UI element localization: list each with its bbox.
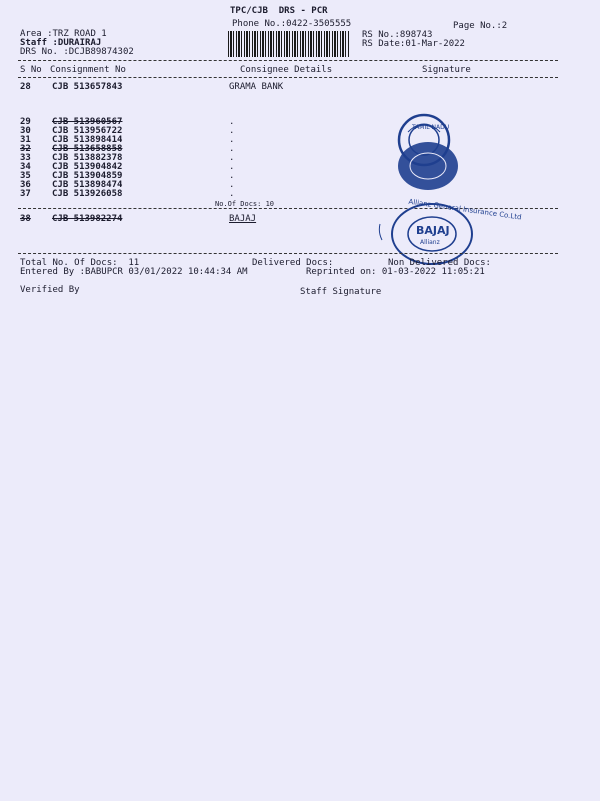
row-consignment: CJB 513956722 <box>52 126 123 136</box>
stamp-text: TAMIL NADU <box>412 124 450 131</box>
rs-date: RS Date:01-Mar-2022 <box>362 39 465 49</box>
row-consignment: CJB 513658858 <box>52 144 123 154</box>
row-sno: 28 <box>20 82 31 92</box>
row-sno: 32 <box>20 144 31 154</box>
row-consignee: . <box>229 135 235 145</box>
row-sno: 33 <box>20 153 31 163</box>
stamp-text: BAJAJ <box>416 224 450 237</box>
row-sno: 37 <box>20 189 31 199</box>
staff-label: Staff :DURAIRAJ <box>20 38 102 48</box>
row-consignee: . <box>229 171 235 181</box>
row-consignment: CJB 513898414 <box>52 135 123 145</box>
row-consignee: . <box>229 153 235 163</box>
drs-number: DRS No. :DCJB89874302 <box>20 47 134 57</box>
delivered-docs: Delivered Docs: <box>252 258 334 268</box>
row-sno: 36 <box>20 180 31 190</box>
row-consignee: . <box>229 144 235 154</box>
group-doc-count: No.Of Docs: 10 <box>215 200 275 208</box>
divider <box>18 253 558 254</box>
row-sno: 30 <box>20 126 31 136</box>
divider <box>18 60 558 61</box>
dark-ink-stamp <box>392 136 464 198</box>
total-docs: Total No. Of Docs: 11 <box>20 258 140 268</box>
rs-number: RS No.:898743 <box>362 30 433 40</box>
row-consignment: CJB 513960567 <box>52 117 123 127</box>
column-header-consignee: Consignee Details <box>240 65 333 75</box>
row-consignee: . <box>229 180 235 190</box>
document-title: TPC/CJB DRS - PCR <box>230 6 328 16</box>
row-consignment: CJB 513898474 <box>52 180 123 190</box>
row-sno: 31 <box>20 135 31 145</box>
row-sno: 35 <box>20 171 31 181</box>
row-consignee: . <box>229 162 235 172</box>
row-consignment: CJB 513904859 <box>52 171 123 181</box>
phone-number: Phone No.:0422-3505555 <box>232 19 352 29</box>
row-consignment: CJB 513657843 <box>52 82 123 92</box>
column-header-sno: S No <box>20 65 42 75</box>
row-consignment: CJB 513982274 <box>52 214 123 224</box>
stamp-text: Allianz <box>420 239 440 246</box>
stamp-text: Allianz General Insurance Co.Ltd <box>407 197 522 222</box>
row-sno: 34 <box>20 162 31 172</box>
entered-by: Entered By :BABUPCR 03/01/2022 10:44:34 AM <box>20 267 248 277</box>
row-consignee: . <box>229 126 235 136</box>
staff-signature: Staff Signature <box>300 287 382 297</box>
page-number: Page No.:2 <box>453 21 508 31</box>
verified-by: Verified By <box>20 285 80 295</box>
row-consignment: CJB 513904842 <box>52 162 123 172</box>
row-consignee: . <box>229 189 235 199</box>
column-header-consignment: Consignment No <box>50 65 126 75</box>
row-consignee: GRAMA BANK <box>229 82 284 92</box>
row-consignee: BAJAJ <box>229 214 257 224</box>
reprinted-on: Reprinted on: 01-03-2022 11:05:21 <box>306 267 485 277</box>
row-sno: 38 <box>20 214 31 224</box>
row-sno: 29 <box>20 117 31 127</box>
non-delivered-docs: Non Delivered Docs: <box>388 258 491 268</box>
row-consignment: CJB 513926058 <box>52 189 123 199</box>
row-consignee: . <box>229 117 235 127</box>
column-header-signature: Signature <box>422 65 471 75</box>
area-label: Area :TRZ ROAD 1 <box>20 29 107 39</box>
divider <box>18 77 558 78</box>
barcode <box>228 31 350 57</box>
row-consignment: CJB 513882378 <box>52 153 123 163</box>
